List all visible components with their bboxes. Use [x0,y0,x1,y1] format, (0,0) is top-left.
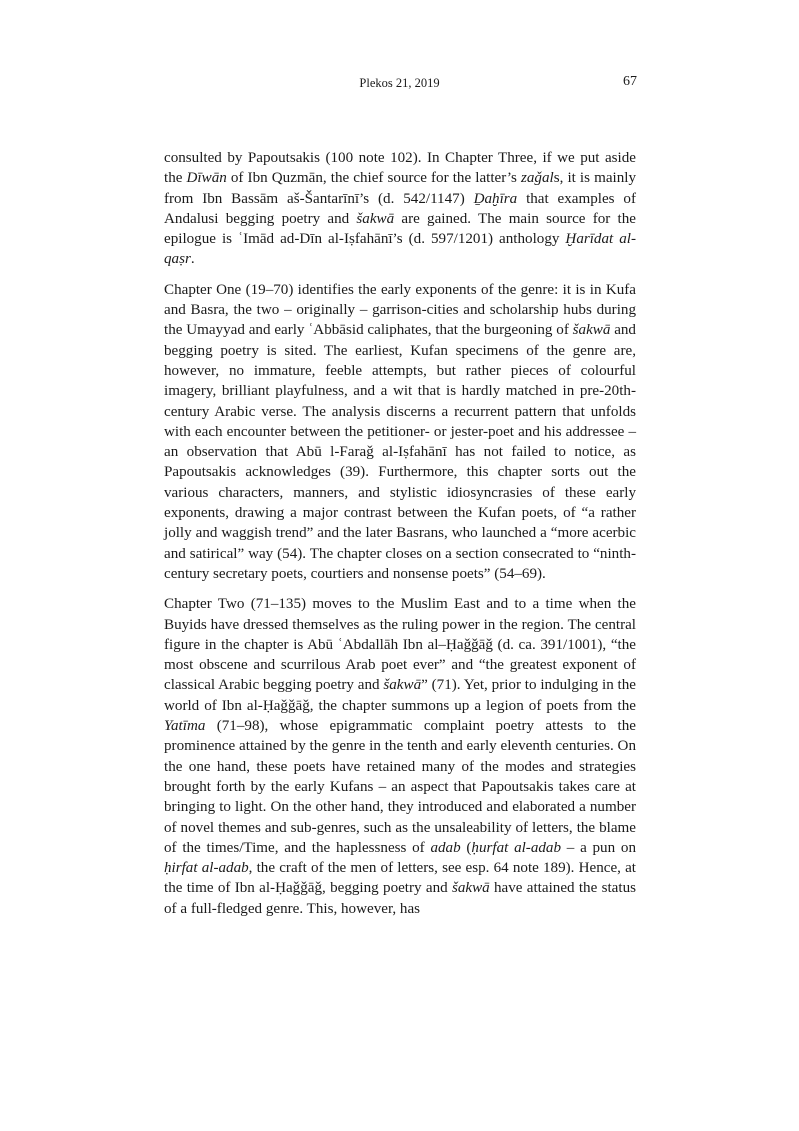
italic-term: Dīwān [186,170,227,187]
text-run: ( [460,839,472,856]
text-run: that examples of Andalusi begging poetry and [164,190,636,227]
text-run: s, it is mainly from Ibn Bassām aš-Šantarīnī’s (d. 542/1147) [164,170,636,207]
text-run: – a pun on [561,839,636,856]
paragraph [164,280,636,584]
text-run: have attained the status of a full-fledged genre. This, however, has [164,880,636,917]
text-run: , the craft of the men of letters, see esp. 64 note 189). Hence, at the time of Ibn al-Ḥaǧǧāǧ, begging poetry and [164,860,636,897]
italic-term: adab [430,839,461,856]
page-header [0,74,799,94]
italic-term: ḥurfat al-adab [471,839,562,856]
italic-term: Yatīma [164,718,206,735]
body-text [164,148,636,929]
text-run: consulted by Papoutsakis (100 note 102). In Chapter Three, if we put aside the [164,150,636,187]
italic-term: ḥirfat al-adab [164,860,249,877]
page-number: 67 [623,74,637,89]
italic-term: Ḏaḫīra [473,190,518,207]
italic-term: šakwā [383,677,422,694]
running-head: Plekos 21, 2019 [359,76,440,90]
italic-term: šakwā [356,210,395,227]
text-run: (71–98), whose epigrammatic complaint poetry attests to the prominence attained by the genre in the tenth and early eleventh centuries. On the one hand, these poets have retained many of the modes and strategies brought forth by the early Kufans – an aspect that Papoutsakis takes care at bringing to light. On the other hand, they introduced and elaborated a number of novel themes and sub-genres, such as the unsaleability of letters, the blame of the times/Time, and the haplessness of [164,718,636,856]
paragraph [164,594,636,919]
text-run: . [190,251,195,268]
italic-term: šakwā [572,322,611,339]
text-run: Chapter Two (71–135) moves to the Muslim East and to a time when the Buyids have dressed themselves as the ruling power in the region. The central figure in the chapter is Abū ʿAbdallāh Ibn al–Ḥaǧǧāǧ (d. ca. 391/1001), “the most obscene and scurrilous Arab poet ever” and “the greatest exponent of classical Arabic begging poetry and [164,596,636,694]
italic-term: zaǧal [520,170,554,187]
paragraph [164,148,636,270]
italic-term: šakwā [451,880,490,897]
text-run: ” (71). Yet, prior to indulging in the world of Ibn al-Ḥaǧǧāǧ, the chapter summons up a legion of poets from the [164,677,636,714]
text-run: of Ibn Quzmān, the chief source for the latter’s [226,170,521,187]
text-run: and begging poetry is sited. The earliest, Kufan specimens of the genre are, however, no immature, feeble attempts, but rather pieces of colourful imagery, brilliant playfulness, and a wit that is hardly matched in pre-20th-century Arabic verse. The analysis discerns a recurrent pattern that unfolds with each encounter between the petitioner- or jester-poet and his addressee – an observation that Abū l-Faraǧ al-Iṣfahānī has not failed to notice, as Papoutsakis acknowledges (39). Furthermore, this chapter sorts out the various characters, manners, and stylistic idiosyncrasies of these early exponents, drawing a major contrast between the Kufan poets, of “a rather jolly and waggish trend” and the later Basrans, who launched a “more acerbic and satirical” way (54). The chapter closes on a section consecrated to “ninth-century secretary poets, courtiers and nonsense poets” (54–69). [164,322,636,582]
text-run: are gained. The main source for the epilogue is ʿImād ad-Dīn al-Iṣfahānī’s (d. 597/1201) anthology [164,210,636,248]
text-run: Chapter One (19–70) identifies the early exponents of the genre: it is in Kufa and Basra, the two – originally – garrison-cities and scholarship hubs during the Umayyad and early ʿAbbāsid caliphates, that the burgeoning of [164,281,636,339]
italic-term: Ḫarīdat al-qaṣr [164,231,636,268]
